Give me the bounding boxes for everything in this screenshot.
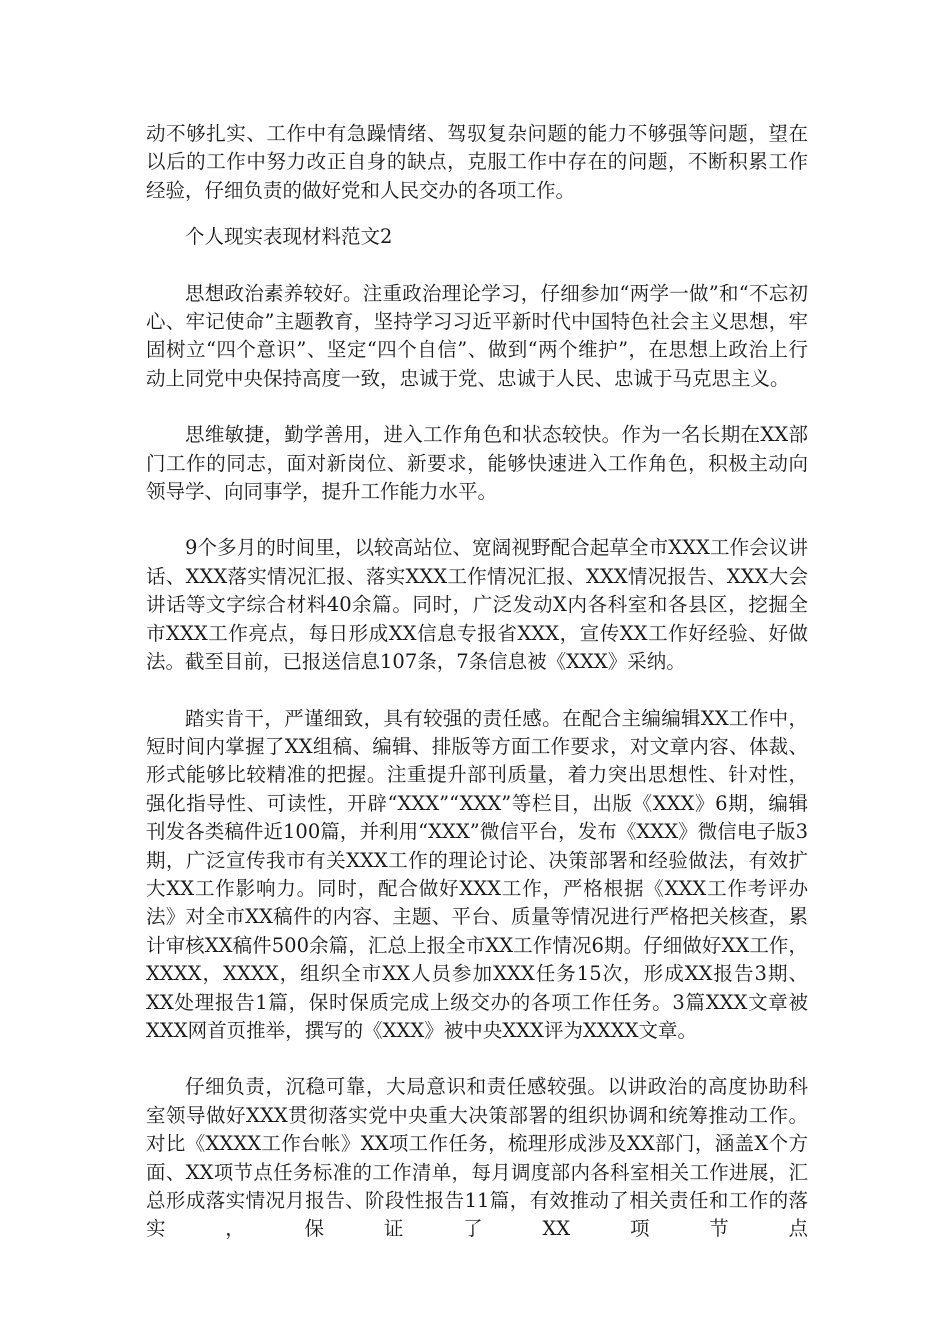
paragraph-political-quality: 思想政治素养较好。注重政治理论学习，仔细参加“两学一做”和“不忘初心、牢记使命”主题教育，坚持学习习近平新时代中国特色社会主义思想，牢固树立“四个意识”、坚定“四个自信”、做到“两个维护”，在思想上政治上行动上同党中央保持高度一致，忠诚于党、忠诚于人民、忠诚于马克思主义。	[146, 281, 808, 390]
paragraph-coordination-work: 仔细负责，沉稳可靠，大局意识和责任感较强。以讲政治的高度协助科室领导做好XXX贯彻落实党中央重大决策部署的组织协调和统筹推动工作。对比《XXXX工作台帐》XX项工作任务，梳理形成涉及XX部门，涵盖X个方面、XX项节点任务标准的工作清单，每月调度部内各科室相关工作进展，汇总形成落实情况月报告、阶段性报告11篇，有效推动了相关责任和工作的落实，保证了XX项节点	[146, 1075, 808, 1241]
document-page	[146, 120, 808, 1244]
paragraph-continuation: 动不够扎实、工作中有急躁情绪、驾驭复杂问题的能力不够强等问题，望在以后的工作中努力改正自身的缺点，克服工作中存在的问题，不断积累工作经验，仔细负责的做好党和人民交办的各项工作。	[146, 122, 808, 202]
paragraph-editing-work: 踏实肯干，严谨细致，具有较强的责任感。在配合主编编辑XX工作中，短时间内掌握了XX组稿、编辑、排版等方面工作要求，对文章内容、体裁、形式能够比较精准的把握。注重提升部刊质量，着力突出思想性、针对性，强化指导性、可读性，开辟“XXX”“XXX”等栏目，出版《XXX》6期，编辑刊发各类稿件近100篇，并利用“XXX”微信平台，发布《XXX》微信电子版3期，广泛宣传我市有关XXX工作的理论讨论、决策部署和经验做法，有效扩大XX工作影响力。同时，配合做好XXX工作，严格根据《XXX工作考评办法》对全市XX稿件的内容、主题、平台、质量等情况进行严格把关核查，累计审核XX稿件500余篇，汇总上报全市XX工作情况6期。仔细做好XX工作，XXXX，XXXX，组织全市XX人员参加XXX任务15次，形成XX报告3期、XX处理报告1篇，保时保质完成上级交办的各项工作任务。3篇XXX文章被XXX网首页推举，撰写的《XXX》被中央XXX评为XXXX文章。	[146, 706, 808, 1042]
paragraph-quick-thinking: 思维敏捷，勤学善用，进入工作角色和状态较快。作为一名长期在XX部门工作的同志，面对新岗位、新要求，能够快速进入工作角色，积极主动向领导学、向同事学，提升工作能力水平。	[146, 423, 808, 504]
paragraph-drafting-work: 9个多月的时间里，以较高站位、宽阔视野配合起草全市XXX工作会议讲话、XXX落实情况汇报、落实XXX工作情况汇报、XXX情况报告、XXX大会讲话等文字综合材料40余篇。同时，广泛发动X内各科室和各县区，挖掘全市XXX工作亮点，每日形成XX信息专报省XXX，宣传XX工作好经验、好做法。截至目前，已报送信息107条，7条信息被《XXX》采纳。	[146, 536, 808, 674]
section-heading: 个人现实表现材料范文2	[185, 225, 393, 249]
